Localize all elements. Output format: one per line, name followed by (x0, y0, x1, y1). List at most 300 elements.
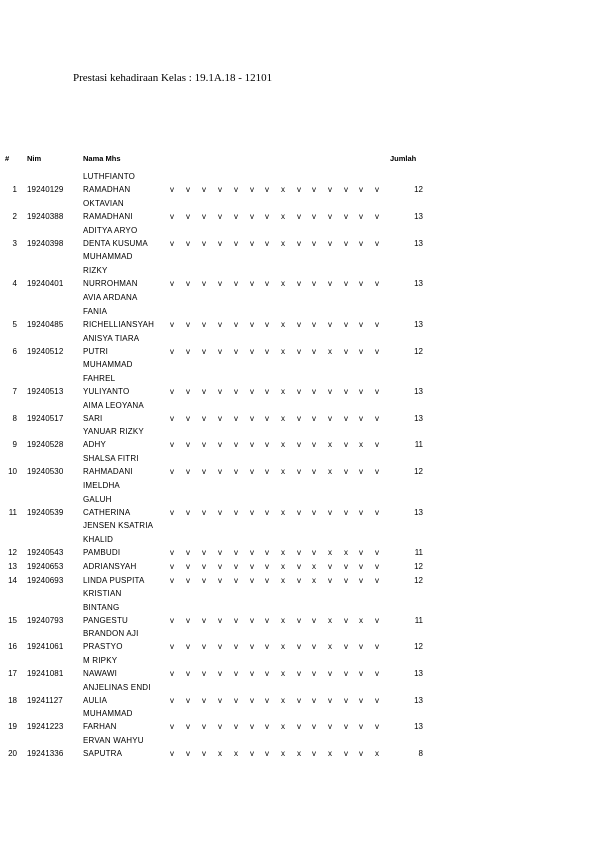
student-name-line: KRISTIAN (83, 589, 122, 598)
row-number: 6 (12, 347, 17, 356)
attendance-mark: v (312, 185, 316, 194)
row-number: 11 (8, 508, 17, 517)
attendance-mark: v (375, 548, 379, 557)
attendance-mark: v (265, 320, 269, 329)
attendance-mark: x (281, 562, 285, 571)
attendance-mark: v (265, 616, 269, 625)
attendance-mark: v (328, 212, 332, 221)
attendance-mark: v (202, 616, 206, 625)
student-name-line: PRASTYO (83, 642, 123, 651)
attendance-total: 12 (414, 467, 423, 476)
attendance-mark: v (170, 576, 174, 585)
attendance-mark: v (202, 320, 206, 329)
student-nim: 19240793 (27, 616, 64, 625)
attendance-mark: v (312, 387, 316, 396)
attendance-mark: v (170, 212, 174, 221)
attendance-mark: x (281, 414, 285, 423)
attendance-mark: v (297, 347, 301, 356)
student-name-line: PUTRI (83, 347, 108, 356)
attendance-mark: v (312, 669, 316, 678)
attendance-mark: v (359, 562, 363, 571)
student-name-line: AIMA LEOYANA (83, 400, 144, 410)
attendance-mark: v (328, 320, 332, 329)
attendance-mark: x (281, 440, 285, 449)
attendance-mark: v (218, 440, 222, 449)
student-nim: 19240528 (27, 440, 64, 449)
attendance-mark: v (170, 347, 174, 356)
attendance-total: 13 (414, 320, 423, 329)
attendance-mark: v (344, 576, 348, 585)
student-name-line: BINTANG (83, 602, 120, 612)
attendance-mark: v (218, 722, 222, 731)
attendance-total: 11 (414, 616, 423, 625)
attendance-mark: v (375, 576, 379, 585)
attendance-total: 12 (414, 185, 423, 194)
student-name-line: FAHREL (83, 373, 116, 383)
attendance-mark: v (250, 722, 254, 731)
attendance-mark: v (375, 616, 379, 625)
attendance-mark: v (359, 749, 363, 758)
attendance-total: 13 (414, 669, 423, 678)
attendance-mark: x (281, 642, 285, 651)
attendance-mark: v (234, 508, 238, 517)
student-name-line: ADHY (83, 440, 107, 449)
attendance-mark: v (170, 616, 174, 625)
attendance-mark: v (344, 279, 348, 288)
row-number: 4 (12, 279, 17, 288)
attendance-mark: v (265, 414, 269, 423)
student-nim: 19240401 (27, 279, 64, 288)
attendance-mark: v (375, 440, 379, 449)
attendance-mark: v (186, 562, 190, 571)
student-name-line: LUTHFIANTO (83, 171, 136, 181)
attendance-mark: v (312, 548, 316, 557)
attendance-mark: v (202, 414, 206, 423)
attendance-mark: v (375, 320, 379, 329)
attendance-mark: v (359, 467, 363, 476)
attendance-mark: v (170, 562, 174, 571)
attendance-total: 11 (414, 548, 423, 557)
attendance-mark: x (281, 508, 285, 517)
student-name-line: MUHAMMAD (83, 252, 133, 261)
attendance-mark: v (202, 347, 206, 356)
attendance-mark: v (186, 185, 190, 194)
attendance-mark: v (344, 320, 348, 329)
row-number: 12 (8, 548, 17, 557)
attendance-mark: v (359, 414, 363, 423)
student-nim: 19240513 (27, 387, 64, 396)
attendance-mark: v (344, 508, 348, 517)
attendance-total: 13 (414, 387, 423, 396)
attendance-mark: v (375, 212, 379, 221)
attendance-mark: v (202, 669, 206, 678)
attendance-mark: v (297, 562, 301, 571)
student-name-line: FARHAN (83, 722, 117, 731)
attendance-mark: v (250, 576, 254, 585)
attendance-mark: v (375, 722, 379, 731)
attendance-mark: v (312, 414, 316, 423)
attendance-mark: v (250, 440, 254, 449)
attendance-mark: v (297, 440, 301, 449)
student-name-line: YANUAR RIZKY (83, 426, 144, 436)
attendance-mark: v (250, 749, 254, 758)
attendance-mark: v (297, 548, 301, 557)
student-nim: 19241061 (27, 642, 64, 651)
attendance-mark: v (359, 642, 363, 651)
attendance-total: 13 (414, 212, 423, 221)
attendance-mark: v (218, 239, 222, 248)
attendance-mark: v (375, 185, 379, 194)
attendance-mark: v (170, 320, 174, 329)
attendance-total: 12 (414, 562, 423, 571)
row-number: 13 (8, 562, 17, 571)
attendance-mark: v (250, 616, 254, 625)
attendance-mark: v (344, 696, 348, 705)
attendance-mark: v (375, 239, 379, 248)
attendance-mark: x (312, 562, 316, 571)
student-nim: 19240530 (27, 467, 64, 476)
attendance-mark: v (359, 696, 363, 705)
attendance-mark: v (250, 387, 254, 396)
attendance-mark: x (328, 749, 332, 758)
attendance-mark: x (281, 576, 285, 585)
student-name-line: BRANDON AJI (83, 628, 139, 638)
attendance-mark: v (265, 440, 269, 449)
attendance-mark: v (186, 212, 190, 221)
row-number: 20 (8, 749, 17, 758)
attendance-mark: v (186, 467, 190, 476)
attendance-mark: v (265, 347, 269, 356)
attendance-mark: x (281, 320, 285, 329)
attendance-mark: x (281, 548, 285, 557)
attendance-mark: x (344, 548, 348, 557)
attendance-mark: v (312, 749, 316, 758)
attendance-mark: v (170, 185, 174, 194)
attendance-mark: x (328, 616, 332, 625)
attendance-mark: v (186, 440, 190, 449)
attendance-mark: v (250, 212, 254, 221)
attendance-mark: v (234, 467, 238, 476)
attendance-mark: v (265, 642, 269, 651)
student-name-line: CATHERINA (83, 508, 131, 517)
attendance-mark: x (281, 616, 285, 625)
attendance-mark: v (265, 696, 269, 705)
attendance-mark: v (250, 467, 254, 476)
attendance-mark: v (312, 696, 316, 705)
attendance-mark: v (250, 696, 254, 705)
student-name-line: JENSEN KSATRIA (83, 521, 154, 530)
attendance-mark: v (359, 347, 363, 356)
attendance-mark: v (234, 669, 238, 678)
attendance-mark: v (344, 414, 348, 423)
attendance-mark: v (186, 320, 190, 329)
attendance-mark: v (250, 414, 254, 423)
attendance-mark: v (218, 320, 222, 329)
student-name-line: SAPUTRA (83, 749, 123, 758)
attendance-mark: v (186, 239, 190, 248)
attendance-mark: v (234, 696, 238, 705)
attendance-mark: v (218, 467, 222, 476)
row-number: 16 (8, 642, 17, 651)
attendance-mark: v (375, 467, 379, 476)
student-name-line: M RIPKY (83, 655, 118, 665)
attendance-mark: v (359, 387, 363, 396)
attendance-mark: v (375, 347, 379, 356)
row-number: 15 (8, 616, 17, 625)
attendance-mark: v (328, 722, 332, 731)
attendance-mark: v (265, 749, 269, 758)
student-name-line: ANISYA TIARA (83, 333, 140, 343)
attendance-mark: v (202, 576, 206, 585)
attendance-mark: v (202, 212, 206, 221)
attendance-mark: v (186, 387, 190, 396)
attendance-mark: v (202, 185, 206, 194)
attendance-mark: v (186, 696, 190, 705)
attendance-mark: x (297, 749, 301, 758)
row-number: 17 (8, 669, 17, 678)
attendance-mark: v (186, 722, 190, 731)
attendance-mark: v (218, 616, 222, 625)
attendance-mark: v (202, 279, 206, 288)
student-name-line: RAMADHANI (83, 212, 133, 221)
row-number: 3 (12, 239, 17, 248)
attendance-mark: v (297, 642, 301, 651)
attendance-mark: v (359, 669, 363, 678)
attendance-mark: x (328, 548, 332, 557)
attendance-mark: v (202, 239, 206, 248)
attendance-mark: v (312, 722, 316, 731)
attendance-mark: v (170, 642, 174, 651)
attendance-total: 12 (414, 576, 423, 585)
attendance-mark: v (170, 467, 174, 476)
student-nim: 19240398 (27, 239, 64, 248)
attendance-mark: v (250, 320, 254, 329)
attendance-mark: v (234, 414, 238, 423)
attendance-mark: x (281, 347, 285, 356)
attendance-mark: v (250, 239, 254, 248)
attendance-mark: x (328, 642, 332, 651)
student-name-line: IMELDHA (83, 481, 120, 490)
attendance-mark: v (218, 576, 222, 585)
attendance-mark: v (297, 576, 301, 585)
attendance-mark: v (250, 642, 254, 651)
attendance-mark: v (170, 548, 174, 557)
attendance-mark: v (344, 440, 348, 449)
attendance-mark: x (359, 616, 363, 625)
header-nama: Nama Mhs (83, 154, 121, 163)
student-nim: 19240543 (27, 548, 64, 557)
attendance-mark: x (328, 467, 332, 476)
attendance-mark: v (344, 642, 348, 651)
attendance-total: 13 (414, 696, 423, 705)
attendance-mark: v (234, 576, 238, 585)
student-nim: 19240653 (27, 562, 64, 571)
attendance-mark: v (265, 467, 269, 476)
attendance-mark: v (234, 212, 238, 221)
attendance-mark: x (281, 669, 285, 678)
row-number: 9 (12, 440, 17, 449)
attendance-mark: v (202, 548, 206, 557)
attendance-mark: v (375, 508, 379, 517)
attendance-mark: v (170, 387, 174, 396)
attendance-mark: v (375, 642, 379, 651)
student-name-line: AULIA (83, 696, 108, 705)
attendance-mark: v (250, 508, 254, 517)
attendance-mark: v (250, 347, 254, 356)
attendance-mark: v (170, 696, 174, 705)
student-name-line: SHALSA FITRI (83, 453, 139, 463)
attendance-mark: v (202, 642, 206, 651)
student-nim: 19241336 (27, 749, 64, 758)
attendance-mark: v (186, 616, 190, 625)
attendance-mark: v (186, 414, 190, 423)
attendance-total: 8 (418, 749, 423, 758)
attendance-mark: v (186, 576, 190, 585)
attendance-mark: v (344, 212, 348, 221)
attendance-mark: v (344, 616, 348, 625)
attendance-total: 11 (414, 440, 423, 449)
attendance-mark: v (297, 414, 301, 423)
student-name-line: PANGESTU (83, 616, 129, 625)
attendance-mark: v (297, 387, 301, 396)
attendance-mark: v (250, 185, 254, 194)
attendance-mark: v (297, 722, 301, 731)
attendance-mark: v (265, 548, 269, 557)
attendance-mark: v (359, 548, 363, 557)
attendance-total: 13 (414, 414, 423, 423)
attendance-mark: v (297, 696, 301, 705)
attendance-mark: v (234, 279, 238, 288)
attendance-mark: x (281, 279, 285, 288)
attendance-mark: v (234, 562, 238, 571)
student-name-line: RAHMADANI (83, 467, 133, 476)
row-number: 2 (12, 212, 17, 221)
attendance-mark: v (265, 239, 269, 248)
student-name-line: DENTA KUSUMA (83, 239, 148, 248)
student-name-line: MUHAMMAD (83, 360, 133, 369)
header-jumlah: Jumlah (390, 154, 417, 163)
attendance-mark: x (281, 212, 285, 221)
attendance-mark: v (375, 279, 379, 288)
row-number: 8 (12, 414, 17, 423)
attendance-total: 13 (414, 722, 423, 731)
attendance-mark: v (218, 387, 222, 396)
attendance-mark: v (312, 467, 316, 476)
attendance-mark: v (186, 508, 190, 517)
attendance-mark: v (218, 212, 222, 221)
attendance-mark: v (265, 185, 269, 194)
attendance-total: 13 (414, 239, 423, 248)
attendance-mark: v (312, 279, 316, 288)
attendance-mark: x (281, 749, 285, 758)
attendance-mark: v (234, 722, 238, 731)
attendance-mark: v (359, 576, 363, 585)
attendance-mark: v (359, 239, 363, 248)
student-name-line: ADRIANSYAH (83, 562, 137, 571)
student-name-line: SARI (83, 414, 103, 423)
student-nim: 19240517 (27, 414, 64, 423)
attendance-mark: v (218, 548, 222, 557)
attendance-mark: v (375, 387, 379, 396)
row-number: 5 (12, 320, 17, 329)
attendance-mark: v (234, 239, 238, 248)
attendance-mark: x (234, 749, 238, 758)
attendance-mark: v (234, 387, 238, 396)
student-name-line: ANJELINAS ENDI (83, 682, 151, 692)
attendance-mark: v (265, 508, 269, 517)
attendance-mark: v (265, 279, 269, 288)
attendance-mark: v (202, 467, 206, 476)
attendance-mark: v (218, 696, 222, 705)
attendance-mark: v (297, 669, 301, 678)
attendance-mark: v (234, 185, 238, 194)
attendance-mark: x (375, 749, 379, 758)
student-nim: 19241081 (27, 669, 64, 678)
attendance-mark: v (186, 669, 190, 678)
attendance-mark: v (265, 212, 269, 221)
attendance-mark: v (359, 279, 363, 288)
attendance-mark: v (250, 279, 254, 288)
attendance-mark: x (281, 467, 285, 476)
attendance-mark: v (297, 185, 301, 194)
student-name-line: LINDA PUSPITA (83, 576, 145, 585)
attendance-mark: v (250, 669, 254, 678)
attendance-mark: x (281, 185, 285, 194)
attendance-mark: v (170, 722, 174, 731)
attendance-mark: v (297, 279, 301, 288)
student-nim: 19240693 (27, 576, 64, 585)
attendance-mark: v (186, 642, 190, 651)
attendance-mark: v (297, 467, 301, 476)
attendance-mark: v (297, 320, 301, 329)
attendance-mark: v (359, 722, 363, 731)
attendance-mark: v (328, 562, 332, 571)
attendance-mark: v (328, 508, 332, 517)
row-number: 18 (8, 696, 17, 705)
attendance-mark: v (344, 669, 348, 678)
attendance-mark: v (202, 696, 206, 705)
attendance-total: 12 (414, 642, 423, 651)
attendance-mark: v (218, 185, 222, 194)
row-number: 19 (8, 722, 17, 731)
student-name-line: NURROHMAN (83, 279, 138, 288)
attendance-mark: v (328, 239, 332, 248)
attendance-mark: v (202, 722, 206, 731)
attendance-mark: v (202, 440, 206, 449)
attendance-mark: x (328, 347, 332, 356)
attendance-mark: v (312, 347, 316, 356)
attendance-mark: v (312, 320, 316, 329)
attendance-total: 12 (414, 347, 423, 356)
attendance-mark: x (281, 696, 285, 705)
attendance-mark: v (359, 185, 363, 194)
student-name-line: AVIA ARDANA (83, 293, 138, 302)
attendance-mark: v (265, 562, 269, 571)
student-nim: 19241127 (27, 696, 63, 705)
student-nim: 19240388 (27, 212, 64, 221)
attendance-mark: v (202, 508, 206, 517)
attendance-mark: v (359, 212, 363, 221)
attendance-mark: v (359, 508, 363, 517)
attendance-mark: x (328, 440, 332, 449)
attendance-mark: v (328, 576, 332, 585)
attendance-mark: v (218, 347, 222, 356)
attendance-mark: v (202, 387, 206, 396)
attendance-mark: v (375, 562, 379, 571)
attendance-mark: v (218, 562, 222, 571)
attendance-mark: v (312, 508, 316, 517)
header-no: # (5, 154, 10, 163)
